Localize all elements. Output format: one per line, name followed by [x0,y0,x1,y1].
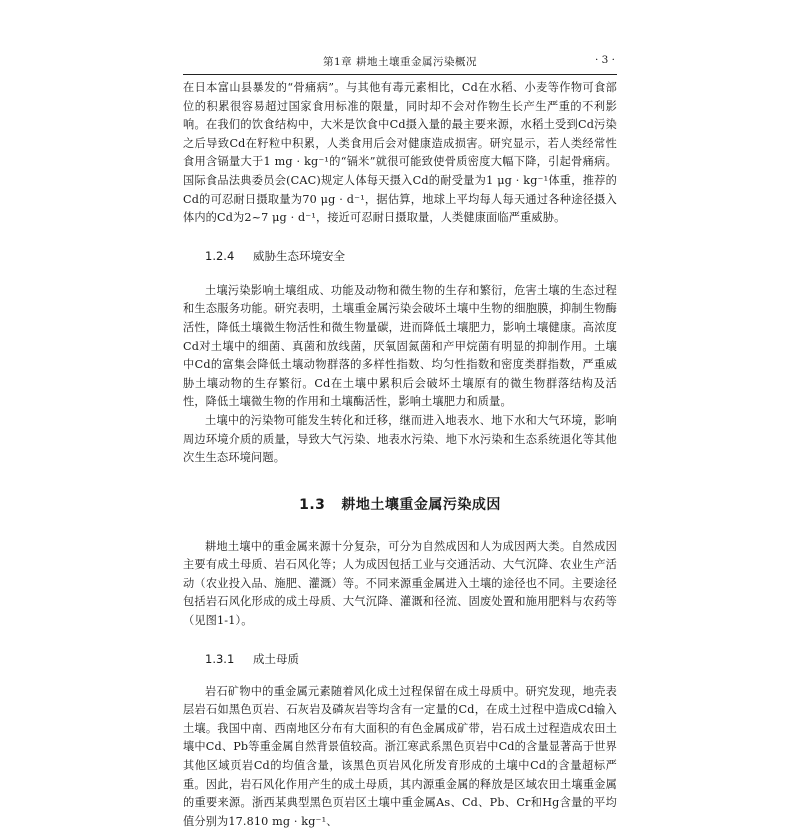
running-header [183,50,617,75]
chapter-running-title: 第1章 耕地土壤重金属污染概况 [323,56,478,68]
section-heading-1-2-4 [183,248,617,264]
page-number: · 3 · [594,54,615,66]
paragraph-ecology-effects: 土壤污染影响土壤组成、功能及动物和微生物的生存和繁衍，危害土壤的生态过程和生态服务功能。研究表明，土壤重金属污染会破坏土壤中生物的细胞膜，抑制生物酶活性，降低土壤微生物活性和微生物量碳，进而降低土壤肥力，影响土壤健康。高浓度Cd对土壤中的细菌、真菌和放线菌，厌氧固氮菌和产甲烷菌有明显的抑制作用。土壤中Cd的富集会降低土壤动物群落的多样性指数、均匀性指数和密度类群指数，严重威胁土壤动物的生存繁衍。Cd在土壤中累积后会破坏土壤原有的微生物群落结构及活性，降低土壤微生物的作用和土壤酶活性，影响土壤肥力和质量。 [183,283,617,409]
paragraph-cadmium-health: 在日本富山县暴发的“骨痛病”。与其他有毒元素相比，Cd在水稻、小麦等作物可食部位的积累很容易超过国家食用标准的限量，同时却不会对作物生长产生严重的不利影响。在我们的饮食结构中，大米是饮食中Cd摄入量的最主要来源，水稻土受到Cd污染之后导致Cd在籽粒中积累，人类食用后会对健康造成损害。研究显示，若人类经常性食用含镉量大于1 mg · kg⁻¹的“镉米”就很可能致使骨质密度大幅下降，引起骨痛病。国际食品法典委员会(CAC)规定人体每天摄入Cd的耐受量为1 μg · kg⁻¹体重，推荐的Cd的可忍耐日摄取量为70 μg · d⁻¹，据估算，地球上平均每人每天通过各种途径摄入体内的Cd为2~7 μg · d⁻¹，接近可忍耐日摄取量，人类健康面临严重威胁。 [183,81,617,225]
paragraph-secondary-pollution: 土壤中的污染物可能发生转化和迁移，继而进入地表水、地下水和大气环境，影响周边环境介质的质量，导致大气污染、地表水污染、地下水污染和生态系统退化等其他次生生态环境问题。 [183,413,617,465]
paragraph-sources-overview: 耕地土壤中的重金属来源十分复杂，可分为自然成因和人为成因两大类。自然成因主要有成土母质、岩石风化等；人为成因包括工业与交通活动、大气沉降、农业生产活动（农业投入品、施肥、灌溉）等。不同来源重金属进入土壤的途径也不同。主要途径包括岩石风化形成的成土母质、大气沉降、灌溉和径流、固废处置和施用肥料与农药等（见图1-1）。 [183,539,617,628]
section-heading-1-3 [183,494,617,514]
section-heading-1-3-1 [183,651,617,667]
page-body [183,79,617,831]
section-title: 威胁生态环境安全 [253,248,345,263]
section-title: 耕地土壤重金属污染成因 [341,496,501,513]
section-title: 成土母质 [253,651,299,666]
section-number: 1.3 [299,496,326,513]
section-number: 1.3.1 [205,651,235,666]
section-number: 1.2.4 [205,248,235,263]
paragraph-parent-material: 岩石矿物中的重金属元素随着风化成土过程保留在成土母质中。研究发现，地壳表层岩石如黑色页岩、石灰岩及磷灰岩等均含有一定量的Cd，在成土过程中造成Cd输入土壤。我国中南、西南地区分布有大面积的有色金属成矿带，岩石成土过程造成农田土壤中Cd、Pb等重金属自然背景值较高。浙江寒武系黑色页岩中Cd的含量显著高于世界其他区域页岩Cd的均值含量，该黑色页岩风化所发育形成的土壤中Cd的含量超标严重。因此，岩石风化作用产生的成土母质，其内源重金属的释放是区域农田土壤重金属的重要来源。浙西某典型黑色页岩区土壤中重金属As、Cd、Pb、Cr和Hg含量的平均值分别为17.810 mg · kg⁻¹、 [183,684,617,828]
